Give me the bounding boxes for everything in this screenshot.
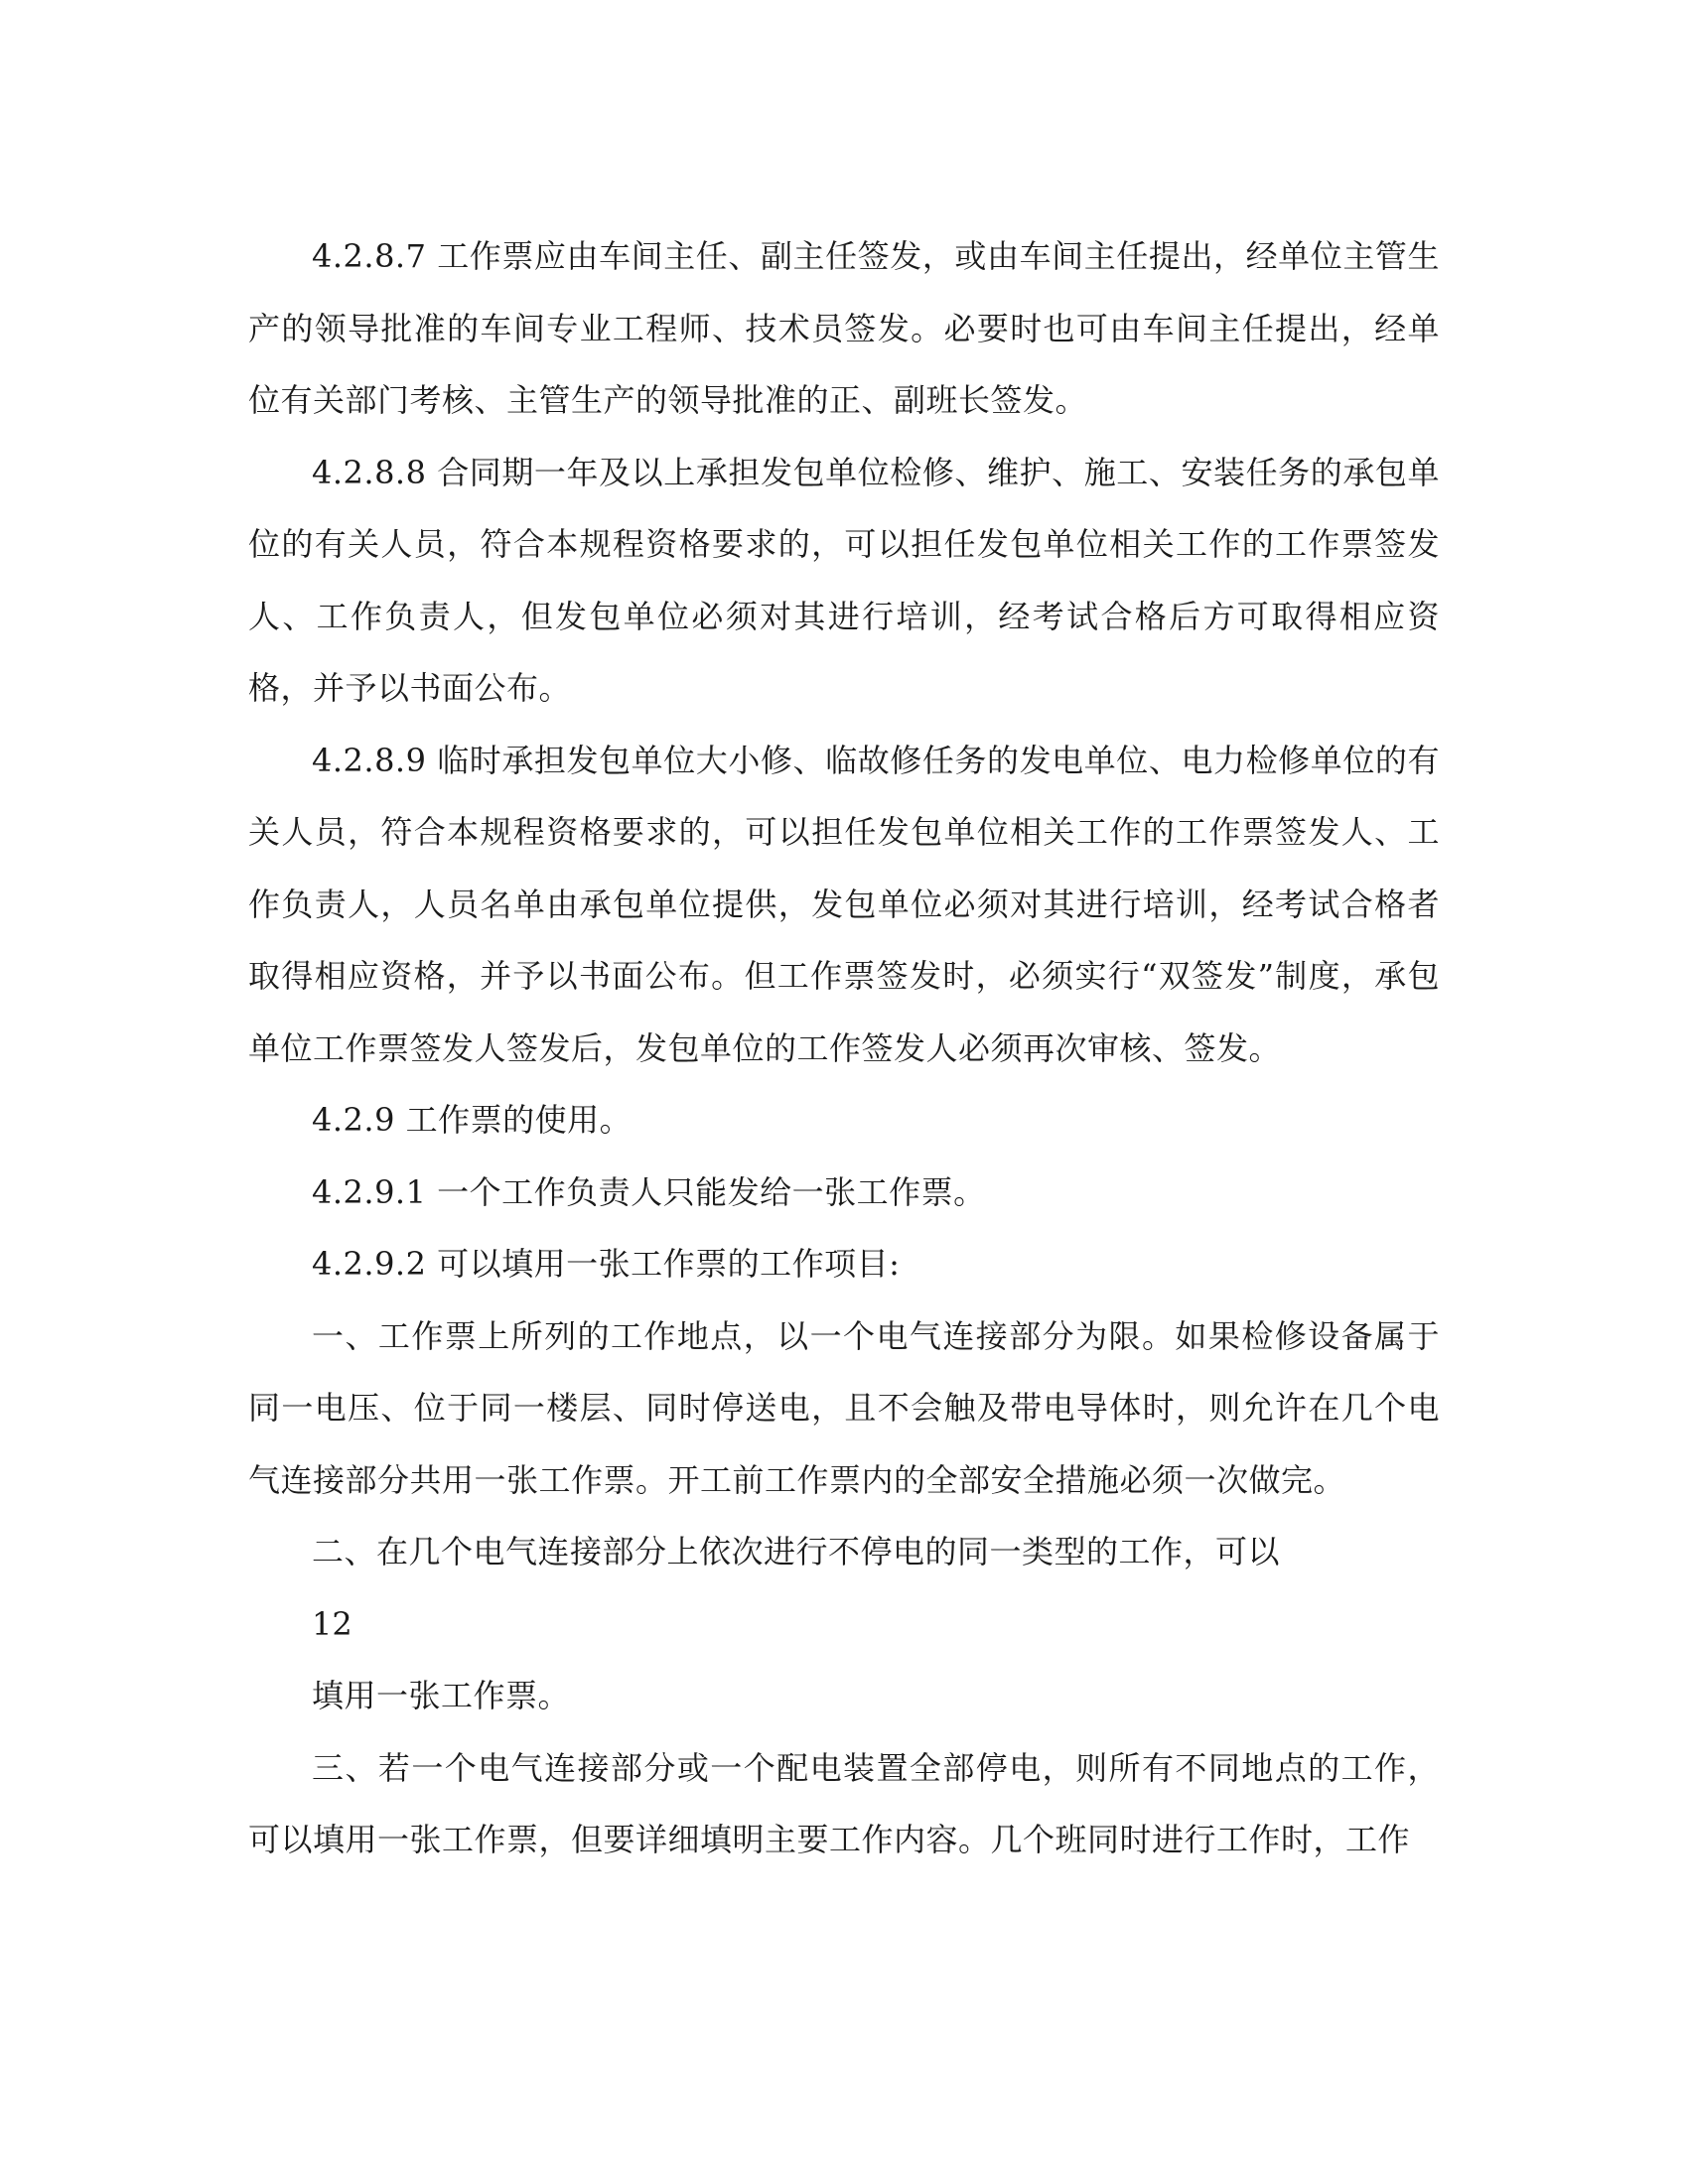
list-item-one: 一、工作票上所列的工作地点，以一个电气连接部分为限。如果检修设备属于同一电压、位于同一楼层、同时停送电，且不会触及带电导体时，则允许在几个电气连接部分共用一张工作票。开工前工作票内的全部安全措施必须一次做完。 (248, 1316, 1440, 1499)
list-item-three: 三、若一个电气连接部分或一个配电装置全部停电，则所有不同地点的工作，可以填用一张工作票，但要详细填明主要工作内容。几个班同时进行工作时，工作 (248, 1748, 1440, 1858)
list-item-two-continued: 填用一张工作票。 (312, 1677, 571, 1714)
document-page (248, 220, 1440, 1876)
paragraph-4-2-8-8: 4.2.8.8 合同期一年及以上承担发包单位检修、维护、施工、安装任务的承包单位的有关人员，符合本规程资格要求的，可以担任发包单位相关工作的工作票签发人、工作负责人，但发包单位必须对其进行培训，经考试合格后方可取得相应资格，并予以书面公布。 (248, 453, 1440, 707)
paragraph-4-2-8-7: 4.2.8.7 工作票应由车间主任、副主任签发，或由车间主任提出，经单位主管生产的领导批准的车间专业工程师、技术员签发。必要时也可由车间主任提出，经单位有关部门考核、主管生产的领导批准的正、副班长签发。 (248, 237, 1440, 419)
paragraph-4-2-9-2: 4.2.9.2 可以填用一张工作票的工作项目: (312, 1245, 901, 1283)
paragraph-4-2-9-1: 4.2.9.1 一个工作负责人只能发给一张工作票。 (312, 1172, 986, 1211)
page-number: 12 (312, 1604, 352, 1643)
paragraph-4-2-8-9: 4.2.8.9 临时承担发包单位大小修、临故修任务的发电单位、电力检修单位的有关人员，符合本规程资格要求的，可以担任发包单位相关工作的工作票签发人、工作负责人，人员名单由承包单位提供，发包单位必须对其进行培训，经考试合格者取得相应资格，并予以书面公布。但工作票签发时，必须实行“双签发”制度，承包单位工作票签发人签发后，发包单位的工作签发人必须再次审核、签发。 (248, 741, 1440, 1067)
heading-4-2-9: 4.2.9 工作票的使用。 (312, 1101, 633, 1139)
list-item-two: 二、在几个电气连接部分上依次进行不停电的同一类型的工作，可以 (312, 1533, 1281, 1570)
